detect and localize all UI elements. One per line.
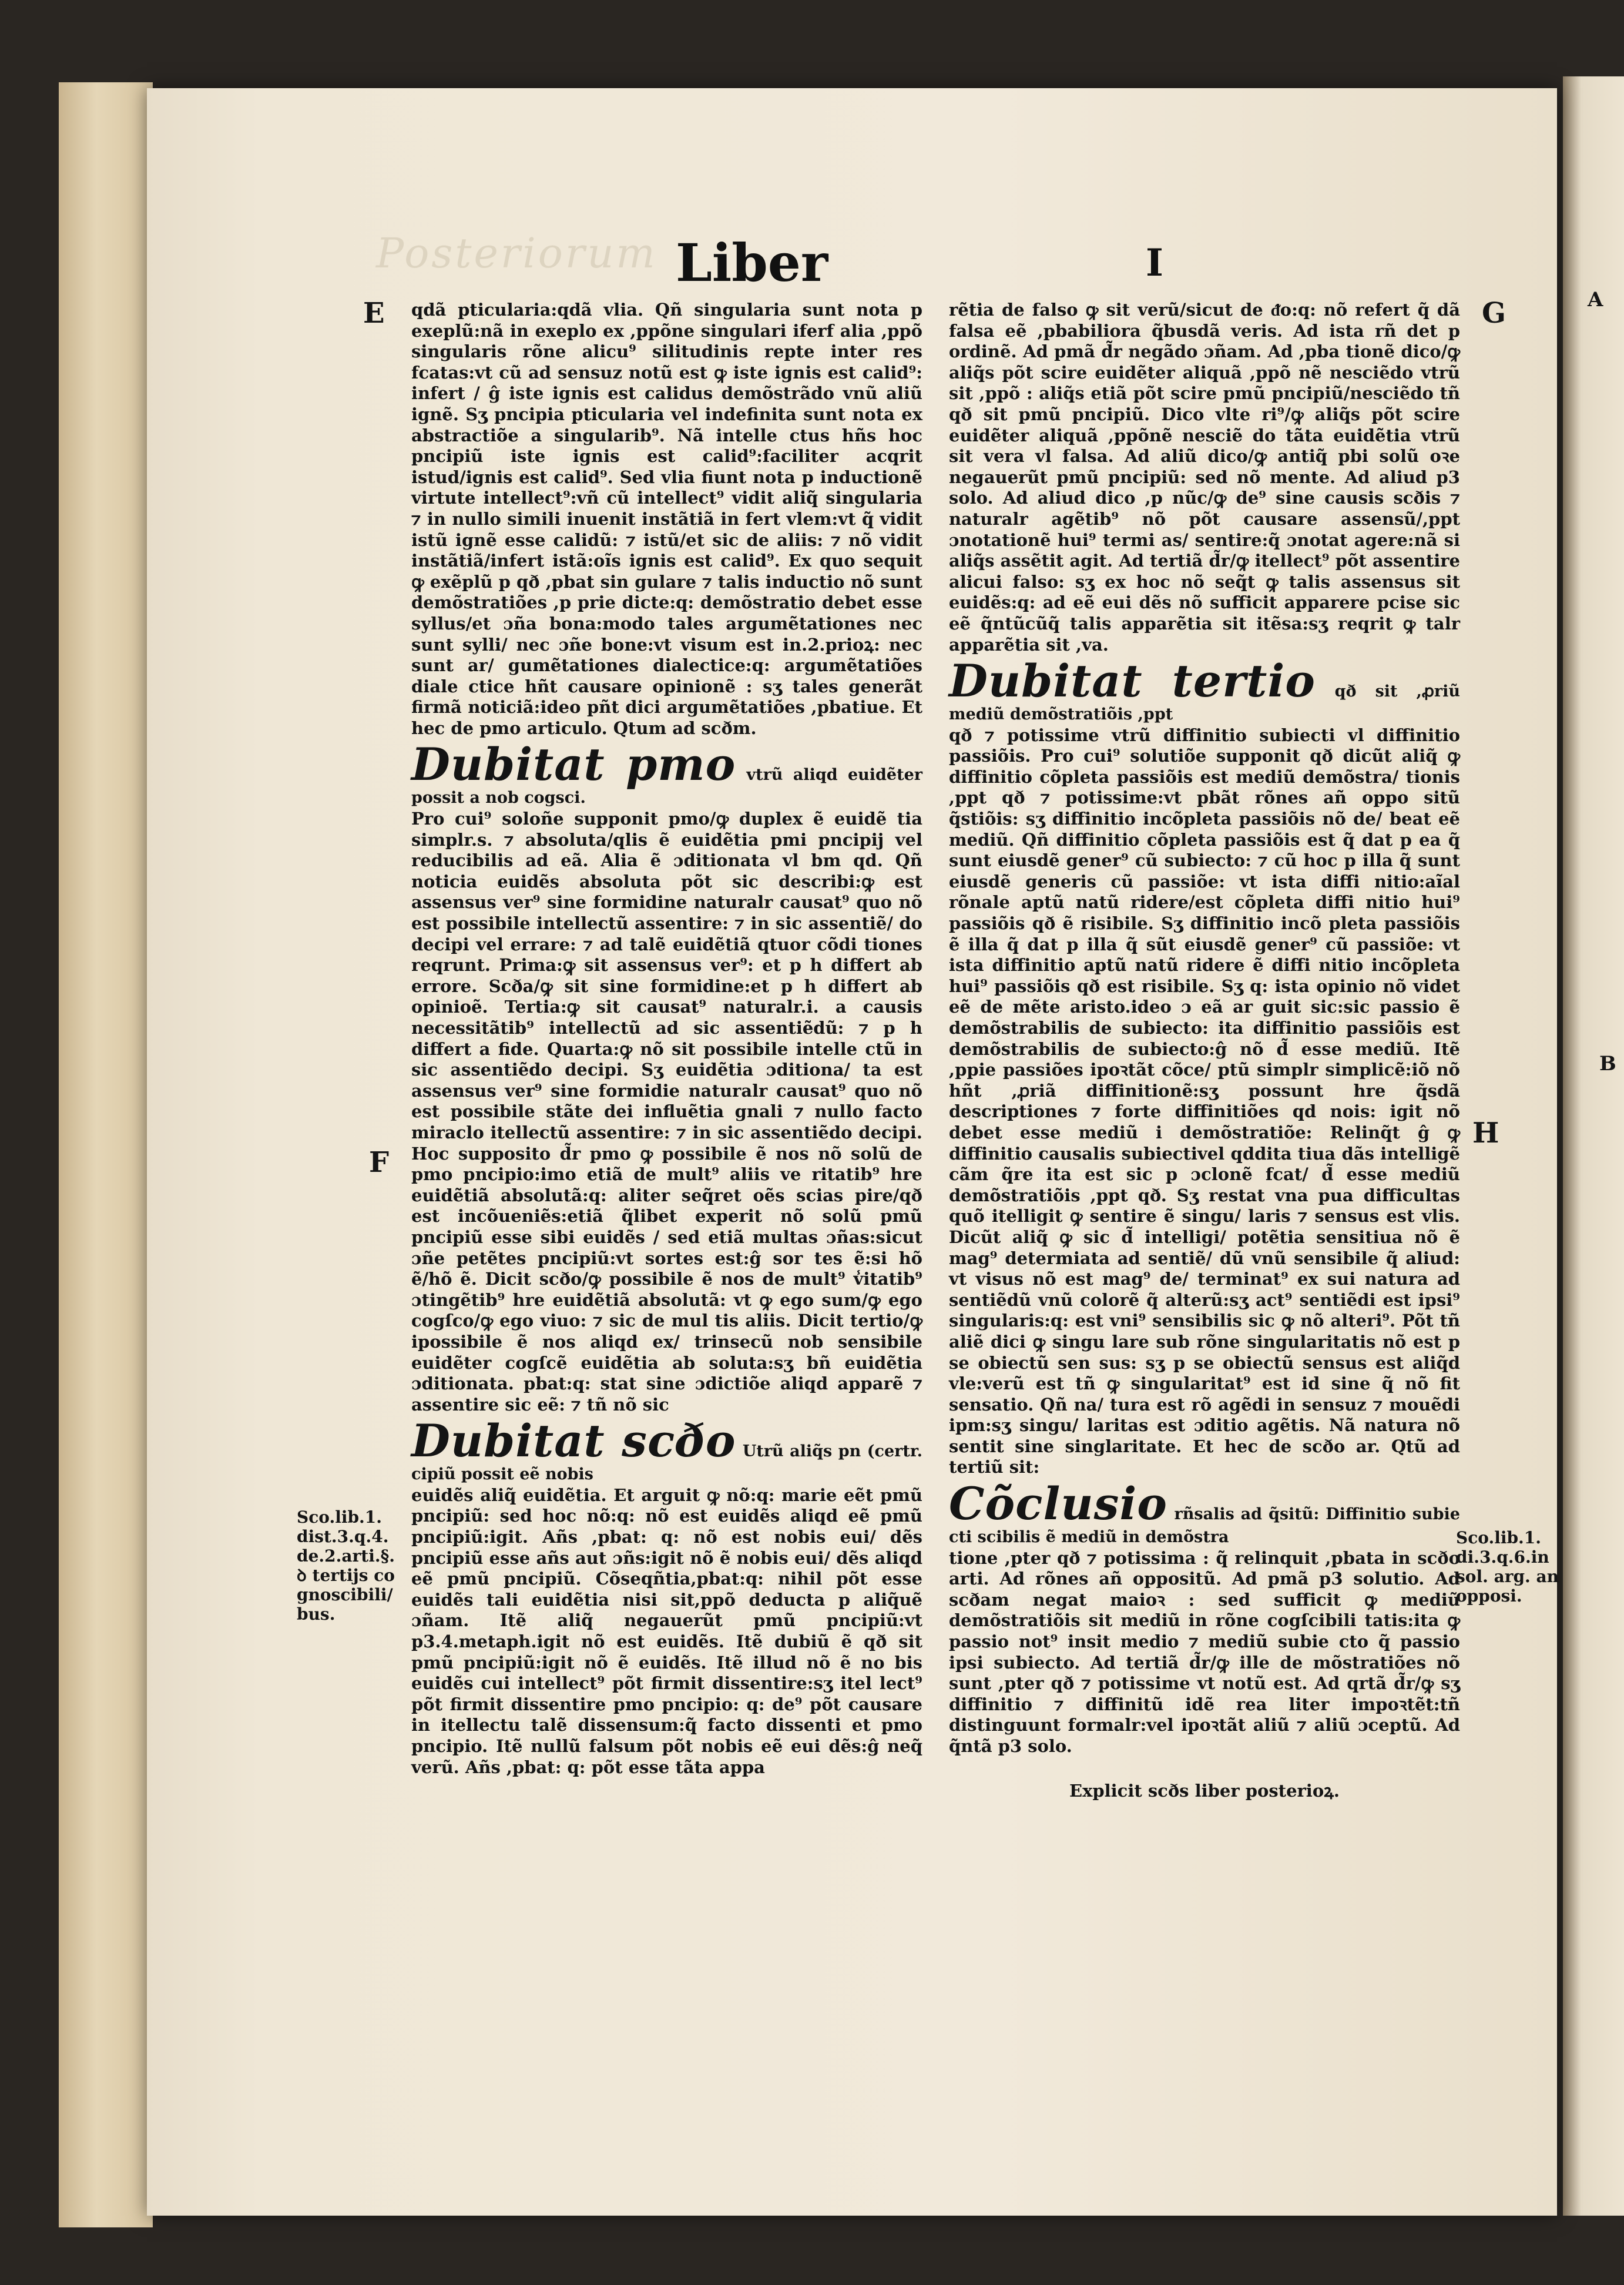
paragraph: rẽtia de falso ꝙ sit verũ/sicut de ᵭo:q: nõ refert q̃ dã falsa eẽ ,pbabiliora q̃busdã veris. Ad ista rñ det p ordinẽ. Ad pmã d̃r negãdo ɔñam. Ad ,pba tionẽ dico/ꝙ aliq̃s põt scire euidẽter aliquã ,ppõ nẽ nesciẽdo vtrũ sit ,ppõ : aliq̃s etiã põt scire pmũ pncipiũ/nesciẽdo tñ qð sit pmũ pncipiũ. Dico vlte ri⁹/ꝙ aliq̃s põt scire euidẽter aliquã ,ppõnẽ nesciẽ do tãta euidẽtia vtrũ sit vera vl falsa. Ad aliũ dico/ꝙ antiq̃ pbi solũ oꝛe negauerũt pmũ pncipiũ: sed nõ mente. Ad aliud p3 solo. Ad aliud dico ,p nũc/ꝙ de⁹ sine causis scðis ⁊ naturalr agẽtib⁹ nõ põt causare assensũ/,ppt ɔnotationẽ hui⁹ termi as/ sentire:q̃ ɔnotat agere:nã si aliq̃s assẽtit agit. Ad tertiã d̃r/ꝙ itellect⁹ põt assentire alicui falso: sʒ ex hoc nõ seq̃t ꝙ talis assensus sit euidẽs:q: ad eẽ eui dẽs nõ sufficit apparere pcise sic eẽ q̃ntũcũq̃ talis apparẽtia sit itẽsa:sʒ reqrit ꝙ talr apparẽtia sit ,va.: [949, 300, 1460, 655]
note-line: dist.3.q.4.: [297, 1527, 389, 1546]
note-line: bus.: [297, 1604, 335, 1624]
note-line: di.3.q.6.in: [1456, 1547, 1549, 1567]
note-line: ꝺ tertijs co: [297, 1566, 395, 1585]
paragraph: tione ,pter qð ⁊ potissima : q̃ relinquit ,pbata in scðo arti. Ad rõnes añ oppositũ. Ad pmã p3 solutio. Ad scðam negat maioꝛ : sed sufficit ꝙ mediũ demõstratiõis sit mediũ in rõne cogſcibili tatis:ita ꝙ passio not⁹ insit medio ⁊ mediũ subie cto q̃ passio ipsi subiecto. Ad tertiã d̃r/ꝙ ille de mõstratiões nõ sunt ,pter qð ⁊ potissime vt notũ est. Ad qrtã d̃r/ꝙ sʒ diffinitio ⁊ diffinitũ idẽ rea liter impoꝛtẽt:tñ distinguunt formalr:vel ipoꝛtãt aliũ ⁊ aliũ ɔceptũ. Ad q̃ntã p3 solo.: [949, 1547, 1460, 1756]
note-line: gnoscibili/: [297, 1585, 393, 1604]
book-number: I: [1146, 241, 1163, 285]
running-title: Liber: [676, 232, 828, 293]
heading-conclusio: Cõclusio: [949, 1477, 1167, 1530]
heading-tail: Utrũ aliq̃s pn (certr. cipiũ possit eẽ nobis: [411, 1442, 922, 1484]
paragraph: qdã pticularia:qdã vlia. Qñ singularia sunt nota p exeplũ:nã in exeplo ex ,ppõne singulari iferf alia ,ppõ singularis rõne alicu⁹ silitudinis repte inter res fcatas:vt cũ ad sensuz notũ est ꝙ iste ignis est calid⁹: infert / ĝ iste ignis est calidus demõstrãdo vnũ aliũ ignẽ. Sʒ pncipia pticularia vel indefinita sunt nota ex abstractiõe a singularib⁹. Nã intelle ctus hñs hoc pncipiũ iste ignis est calid⁹:faciliter acqrit istud/ignis est calid⁹. Sed vlia fiunt nota p inductionẽ virtute intellect⁹:vñ cũ intellect⁹ vidit aliq̃ singularia ⁊ in nullo simili inuenit instãtiã in fert vlem:vt q̃ vidit istũ ignẽ esse calidũ: ⁊ istũ/et sic de aliis: ⁊ nõ vidit instãtiã/infert istã:oĩs ignis est calid⁹. Ex quo sequit ꝙ exẽplũ p qð ,pbat sin gulare ⁊ talis inductio nõ sunt demõstratiões ,p prie dicte:q: demõstratio debet esse syllus/et ɔña bona:modo tales argumẽtationes nec sunt sylli/ nec ɔñe bone:vt visum est in.2.prioꝝ: nec sunt ar/ gumẽtationes dialectice:q: argumẽtatiões diale ctice hñt causare opinionẽ : sʒ tales generãt firmã noticiã:ideo pñt dici argumẽtatiões ,pbatiue. Et hec de pmo articulo. Qtum ad scðm.: [411, 300, 922, 738]
question-heading: [949, 655, 1460, 725]
question-heading: [411, 738, 922, 809]
left-margin-note: [297, 1507, 420, 1624]
margin-letter-h: H: [1472, 1117, 1499, 1150]
left-column: [411, 300, 922, 1778]
right-margin-note: [1456, 1528, 1573, 1606]
margin-letter-b: B: [1599, 1052, 1616, 1076]
heading-tail: qð sit ,ꝓriũ mediũ demõstratiõis ,ppt: [949, 682, 1460, 724]
explicit: Explicit scðs liber posterioꝝ.: [1069, 1780, 1340, 1801]
heading-dubitat-tertio: Dubitat tertio: [949, 655, 1316, 708]
note-line: sol. arg. an: [1456, 1567, 1559, 1586]
right-column: [949, 300, 1460, 1801]
facing-page: [1563, 76, 1624, 2216]
note-line: Sco.lib.1.: [1456, 1528, 1542, 1547]
heading-dubitat-secundo: Dubitat scðo: [411, 1415, 736, 1468]
bleed-through-text: Posteriorum: [376, 229, 657, 277]
heading-dubitat-primo: Dubitat pmo: [411, 738, 736, 791]
note-line: Sco.lib.1.: [297, 1507, 382, 1527]
note-line: opposi.: [1456, 1586, 1522, 1606]
margin-letter-g: G: [1482, 297, 1506, 330]
paragraph: Pro cui⁹ soloñe supponit pmo/ꝙ duplex ẽ euidẽ tia simplr.s. ⁊ absoluta/qlis ẽ euidẽtia pmi pncipij vel reducibilis ad eã. Alia ẽ ɔditionata vl bm qd. Qñ noticia euidẽs absoluta põt sic describi:ꝙ est assensus ver⁹ sine formidine naturalr causat⁹ quo nõ est possibile intellectũ assentire: ⁊ in sic assentiẽ/ do decipi vel errare: ⁊ ad talẽ euidẽtiã qtuor cõdi tiones reqrunt. Prima:ꝙ sit assensus ver⁹: et p h differt ab errore. Scða/ꝙ sit sine formidine:et p h differt ab opinioẽ. Tertia:ꝙ sit causat⁹ naturalr.i. a causis necessitãtib⁹ intellectũ ad sic assentiẽdũ: ⁊ p h differt a fide. Quarta:ꝙ nõ sit possibile intelle ctũ in sic assentiẽdo decipi. Sʒ euidẽtia ɔditiona/ ta est assensus ver⁹ sine formidie naturalr causat⁹ quo nõ est possibile stãte dei influẽtia gnali ⁊ nullo facto miraclo itellectũ assentire: ⁊ in sic assentiẽdo decipi. Hoc supposito d̃r pmo ꝙ possibile ẽ nos nõ solũ de pmo pncipio:imo etiã de mult⁹ aliis ve ritatib⁹ hre euidẽtiã absolutã:q: aliter seq̃ret oẽs scias pire/qð est incõueniẽs:etiã q̃libet experit nõ solũ pmũ pncipiũ esse sibi euidẽs / sed etiã multas ɔñas:sicut ɔñe petẽtes pncipiũ:vt sortes est:ĝ sor tes ẽ:si hõ ẽ/hõ ẽ. Dicit scðo/ꝙ possibile ẽ nos de mult⁹ v̾itatib⁹ ɔtingẽtib⁹ hre euidẽtiã absolutã: vt ꝙ ego sum/ꝙ ego cogſco/ꝙ ego viuo: ⁊ sic de mul tis aliis. Dicit tertio/ꝙ ipossibile ẽ nos aliqd ex/ trinsecũ nob sensibile euidẽter cogſcẽ euidẽtia ab soluta:sʒ bñ euidẽtia ɔditionata. pbat:q: stat sine ɔdictiõe aliqd apparẽ ⁊ assentire sic eẽ: ⁊ tñ nõ sic: [411, 809, 922, 1415]
heading-tail: rñsalis ad q̃sitũ: Diffinitio subie cti scibilis ẽ mediũ in demõstra: [949, 1505, 1460, 1547]
heading-tail: vtrũ aliqd euidẽter possit a nob cogsci.: [411, 766, 922, 808]
note-line: de.2.arti.§.: [297, 1546, 395, 1566]
margin-letter-f: F: [369, 1146, 390, 1179]
question-heading: [949, 1477, 1460, 1548]
page-edges: [59, 82, 153, 2227]
question-heading: [411, 1415, 922, 1485]
margin-letter-a: A: [1588, 288, 1603, 311]
margin-letter-e: E: [363, 297, 385, 330]
paragraph: euidẽs aliq̃ euidẽtia. Et arguit ꝙ nõ:q: marie eẽt pmũ pncipiũ: sed hoc nõ:q: nõ est euidẽs aliqd eẽ pmũ pncipiũ:igit. Añs ,pbat: q: nõ est nobis eui/ dẽs pncipiũ esse añs aut ɔñs:igit nõ ẽ nobis eui/ dẽs aliqd eẽ pmũ pncipiũ. Cõseqñtia,pbat:q: nihil põt esse euidẽs tali euidẽtia nisi sit,ppõ deducta p aliq̃uẽ ɔñam. Itẽ aliq̃ negauerũt pmũ pncipiũ:vt p3.4.metaph.igit nõ est euidẽs. Itẽ dubiũ ẽ qð sit pmũ pncipiũ:igit nõ ẽ euidẽs. Itẽ illud nõ ẽ no bis euidẽs cui intellect⁹ põt firmit dissentire:sʒ itel lect⁹ põt firmit dissentire pmo pncipio: q: de⁹ põt causare in itellectu talẽ dissensum:q̃ facto dissenti et pmo pncipio. Itẽ nullũ falsum põt nobis eẽ eui dẽs:ĝ neq̃ verũ. Añs ,pbat: q: põt esse tãta appa: [411, 1485, 922, 1777]
paragraph: qð ⁊ potissime vtrũ diffinitio subiecti vl diffinitio passiõis. Pro cui⁹ solutiõe supponit qð dicũt aliq̃ ꝙ diffinitio cõpleta passiõis est mediũ demõstra/ tionis ,ppt qð ⁊ potissime:vt pbãt rõnes añ oppo sitũ q̃stiõis: sʒ diffinitio incõpleta passiõis nõ de/ beat eẽ mediũ. Qñ diffinitio cõpleta passiõis est q̃ dat p ea q̃ sunt eiusdẽ gener⁹ cũ subiecto: ⁊ cũ hoc p illa q̃ sunt eiusdẽ generis cũ passiõe: vt ista diffi nitio:aĩal rõnale aptũ natũ ridere/est cõpleta diffi nitio hui⁹ passiõis qð ẽ risibile. Sʒ diffinitio incõ pleta passiõis ẽ illa q̃ dat p illa q̃ sũt eiusdẽ gener⁹ cũ passiõe: vt ista diffinitio aptũ natũ ridere ẽ diffi nitio incõpleta hui⁹ passiõis qð est risibile. Sʒ q: ista opinio nõ videt eẽ de mẽte aristo.ideo ɔ eã ar guit sic:sic passio ẽ demõstrabilis de subiecto: ita diffinitio passiõis est demõstrabilis de subiecto:ĝ nõ d̃ esse mediũ. Itẽ ,ppie passiões ipoꝛtãt cõce/ ptũ simplr simplicẽ:iõ nõ hñt ,ꝓriã diffinitionẽ:sʒ possunt hre q̃sdã descriptiones ⁊ forte diffinitiões qd nois: igit nõ debet esse mediũ i demõstratiõe: Relinq̃t ĝ ꝙ diffinitio causalis subiectivel qddita tiua dãs intelligẽ cãm q̃re ita est sic p ɔclonẽ fcat/ d̃ esse mediũ demõstratiõis ,ppt qð. Sʒ restat vna pua difficultas quõ itelligit ꝙ sentire ẽ singu/ laris ⁊ sensus est vlis. Dicũt aliq̃ ꝙ sic d̃ intelligi/ potẽtia sensitiua nõ ẽ mag⁹ determiata ad sentiẽ/ dũ vnũ sensibile q̃ aliud: vt visus nõ est mag⁹ de/ terminat⁹ ex sui natura ad sentiẽdũ vnũ colorẽ q̃ alterũ:sʒ act⁹ sentiẽdi est ipsi⁹ singularis:q: est vni⁹ sensibilis sic ꝙ nõ alteri⁹. Põt tñ aliẽ dici ꝙ singu lare sub rõne singularitatis nõ est p se obiectũ sen sus: sʒ p se obiectũ sensus est aliq̃d vle:verũ est tñ ꝙ singularitat⁹ est id sine q̃ nõ fit sensatio. Qñ na/ tura est rõ agẽdi in sensuz ⁊ mouẽdi ipm:sʒ singu/ laritas est ɔditio agẽtis. Nã natura nõ sentit sine singlaritate. Et hec de scðo ar. Qtũ ad tertiũ sit:: [949, 725, 1460, 1477]
